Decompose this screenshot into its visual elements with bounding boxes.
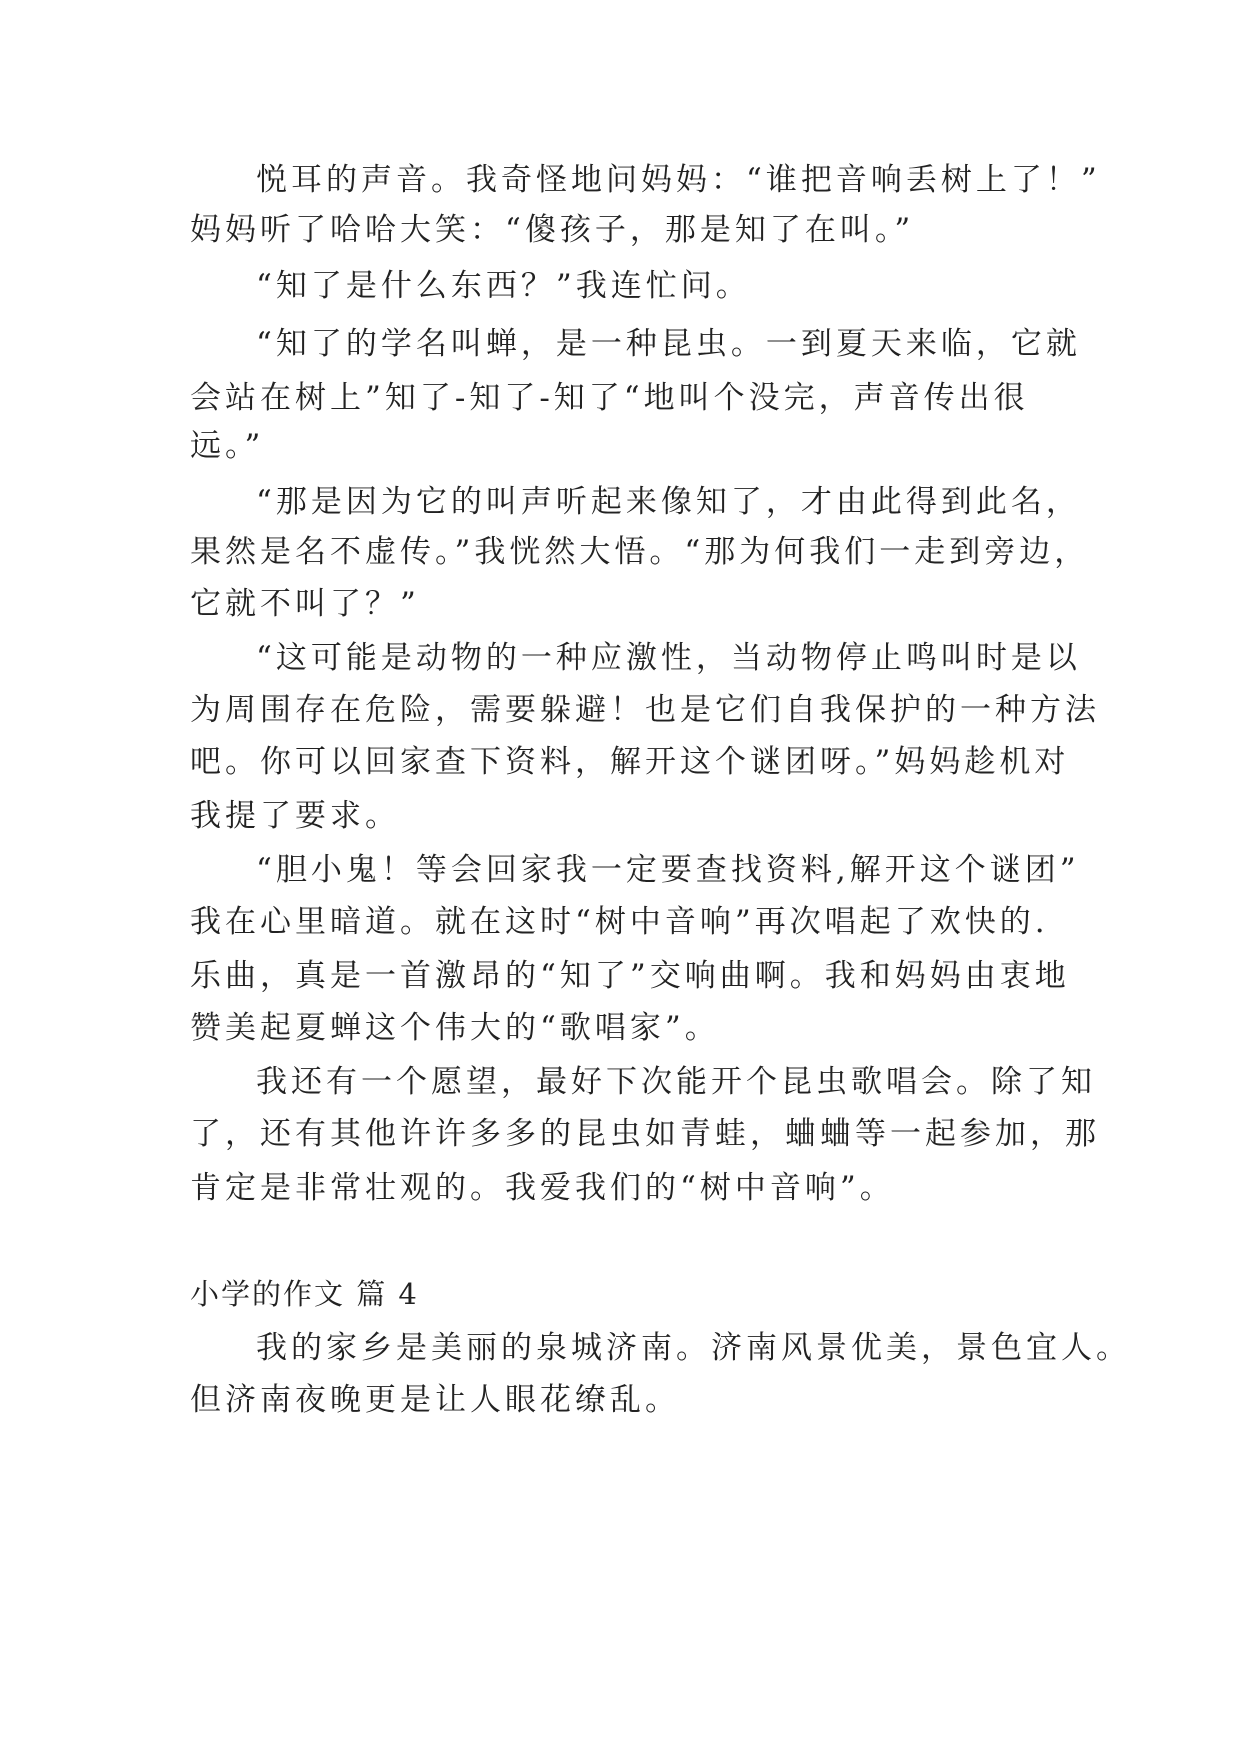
paragraph-line: 了，还有其他许许多多的昆虫如青蛙，蛐蛐等一起参加，那 <box>190 1116 1100 1152</box>
paragraph-line: 赞美起夏蝉这个伟大的“歌唱家”。 <box>190 1010 720 1046</box>
paragraph-line: 我提了要求。 <box>190 798 400 834</box>
paragraph-line: 肯定是非常壮观的。我爱我们的“树中音响”。 <box>190 1170 895 1206</box>
paragraph-line: 会站在树上”知了-知了-知了“地叫个没完，声音传出很 <box>190 380 1029 416</box>
paragraph-line: 我的家乡是美丽的泉城济南。济南风景优美，景色宜人。 <box>256 1330 1131 1366</box>
paragraph-line: 我还有一个愿望，最好下次能开个昆虫歌唱会。除了知 <box>256 1064 1096 1100</box>
paragraph-line: 远。” <box>190 428 265 464</box>
paragraph-line: 吧。你可以回家查下资料，解开这个谜团呀。”妈妈趁机对 <box>190 744 1070 780</box>
paragraph-line: 为周围存在危险，需要躲避！也是它们自我保护的一种方法 <box>190 692 1100 728</box>
section-heading: 小学的作文 篇 4 <box>190 1277 419 1311</box>
paragraph-line: 我在心里暗道。就在这时“树中音响”再次唱起了欢快的. <box>190 904 1049 940</box>
paragraph-line: 悦耳的声音。我奇怪地问妈妈：“谁把音响丢树上了！” <box>256 162 1101 198</box>
paragraph-line: “知了是什么东西？”我连忙问。 <box>256 268 751 304</box>
paragraph-line: 果然是名不虚传。”我恍然大悟。“那为何我们一走到旁边， <box>190 534 1090 570</box>
paragraph-line: “这可能是动物的一种应激性，当动物停止鸣叫时是以 <box>256 640 1081 676</box>
paragraph-line: “那是因为它的叫声听起来像知了，才由此得到此名， <box>256 484 1081 520</box>
paragraph-line: “知了的学名叫蝉，是一种昆虫。一到夏天来临，它就 <box>256 326 1081 362</box>
paragraph-line: 乐曲，真是一首激昂的“知了”交响曲啊。我和妈妈由衷地 <box>190 958 1070 994</box>
paragraph-line: “胆小鬼！等会回家我一定要查找资料,解开这个谜团” <box>256 852 1080 888</box>
paragraph-line: 它就不叫了？” <box>190 586 420 622</box>
paragraph-line: 但济南夜晚更是让人眼花缭乱。 <box>190 1382 680 1418</box>
paragraph-line: 妈妈听了哈哈大笑：“傻孩子，那是知了在叫。” <box>190 212 915 248</box>
